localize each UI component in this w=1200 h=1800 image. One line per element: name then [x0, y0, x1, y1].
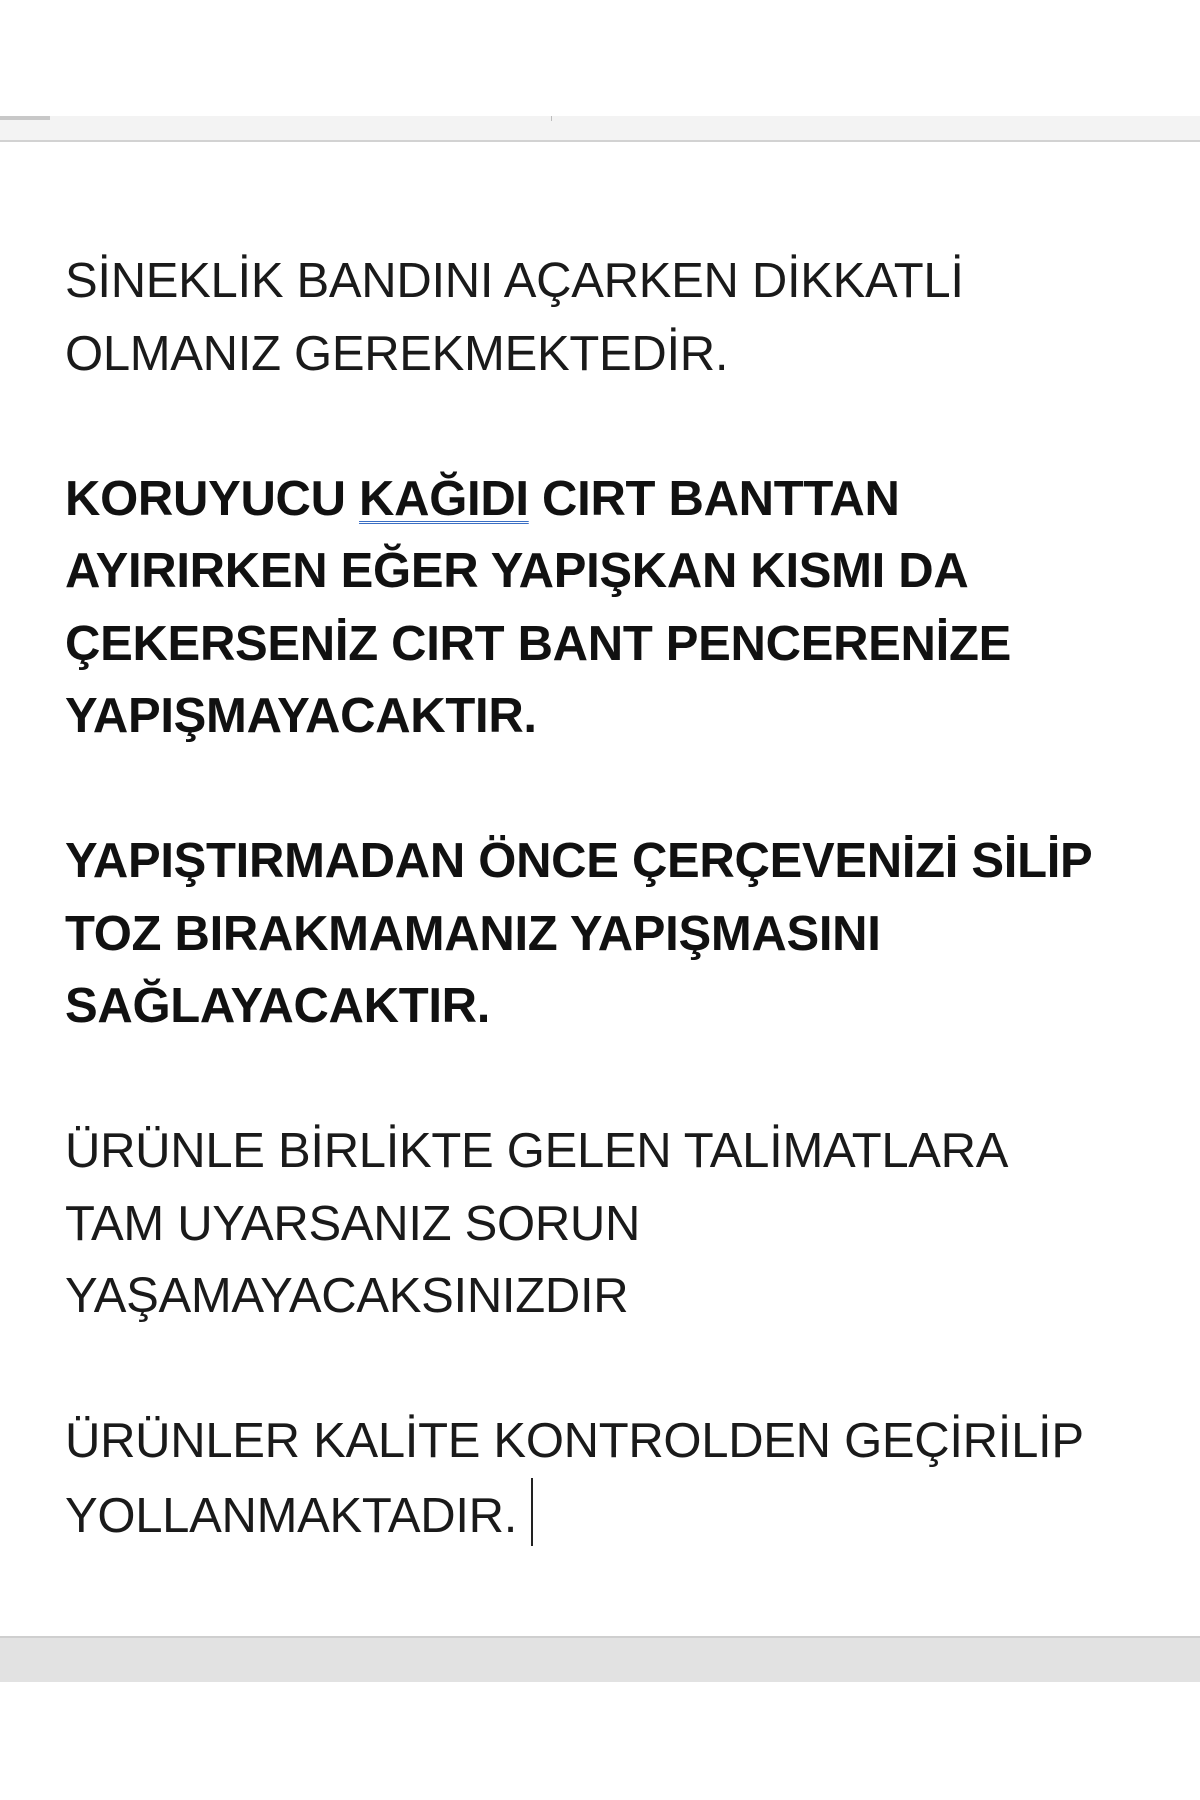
text-line: ÇEKERSENİZ CIRT BANT PENCERENİZE — [65, 616, 1011, 671]
text-line: YAŞAMAYACAKSINIZDIR — [65, 1269, 629, 1323]
paragraph-5[interactable] — [65, 1405, 1165, 1552]
ruler-indent-marker[interactable] — [0, 116, 50, 120]
paragraph-2[interactable] — [65, 463, 1165, 753]
text-line: ÜRÜNLER KALİTE KONTROLDEN GEÇİRİLİP — [65, 1414, 1084, 1468]
text-line: SİNEKLİK BANDINI AÇARKEN DİKKATLİ — [65, 254, 964, 308]
paragraph-3[interactable] — [65, 825, 1165, 1043]
paragraph-4[interactable] — [65, 1115, 1165, 1333]
document-body[interactable] — [65, 245, 1165, 1552]
ruler-tick — [551, 116, 552, 121]
document-page[interactable] — [0, 142, 1200, 1636]
text-run: KORUYUCU — [65, 471, 360, 526]
text-line: TOZ BIRAKMAMANIZ YAPIŞMASINI — [65, 906, 881, 961]
text-line: AYIRIRKEN EĞER YAPIŞKAN KISMI DA — [65, 544, 969, 598]
text-line: YAPIŞTIRMADAN ÖNCE ÇERÇEVENİZİ SİLİP — [65, 834, 1093, 888]
text-line: OLMANIZ GEREKMEKTEDİR. — [65, 326, 729, 381]
text-line: ÜRÜNLE BİRLİKTE GELEN TALİMATLARA — [65, 1124, 1009, 1178]
text-run: CIRT BANTTAN — [528, 471, 900, 526]
paragraph-1[interactable] — [65, 245, 1165, 390]
text-line: SAĞLAYACAKTIR. — [65, 979, 491, 1033]
text-line — [65, 463, 1165, 536]
page-gap-bar — [0, 1636, 1200, 1682]
text-run: YOLLANMAKTADIR. — [65, 1488, 518, 1543]
text-cursor — [531, 1478, 533, 1546]
text-line: TAM UYARSANIZ SORUN — [65, 1196, 641, 1251]
ruler-bar[interactable] — [0, 116, 1200, 142]
text-line: YAPIŞMAYACAKTIR. — [65, 689, 537, 743]
text-line — [65, 1478, 1165, 1553]
spellcheck-flagged-word[interactable]: KAĞIDI — [359, 471, 529, 526]
